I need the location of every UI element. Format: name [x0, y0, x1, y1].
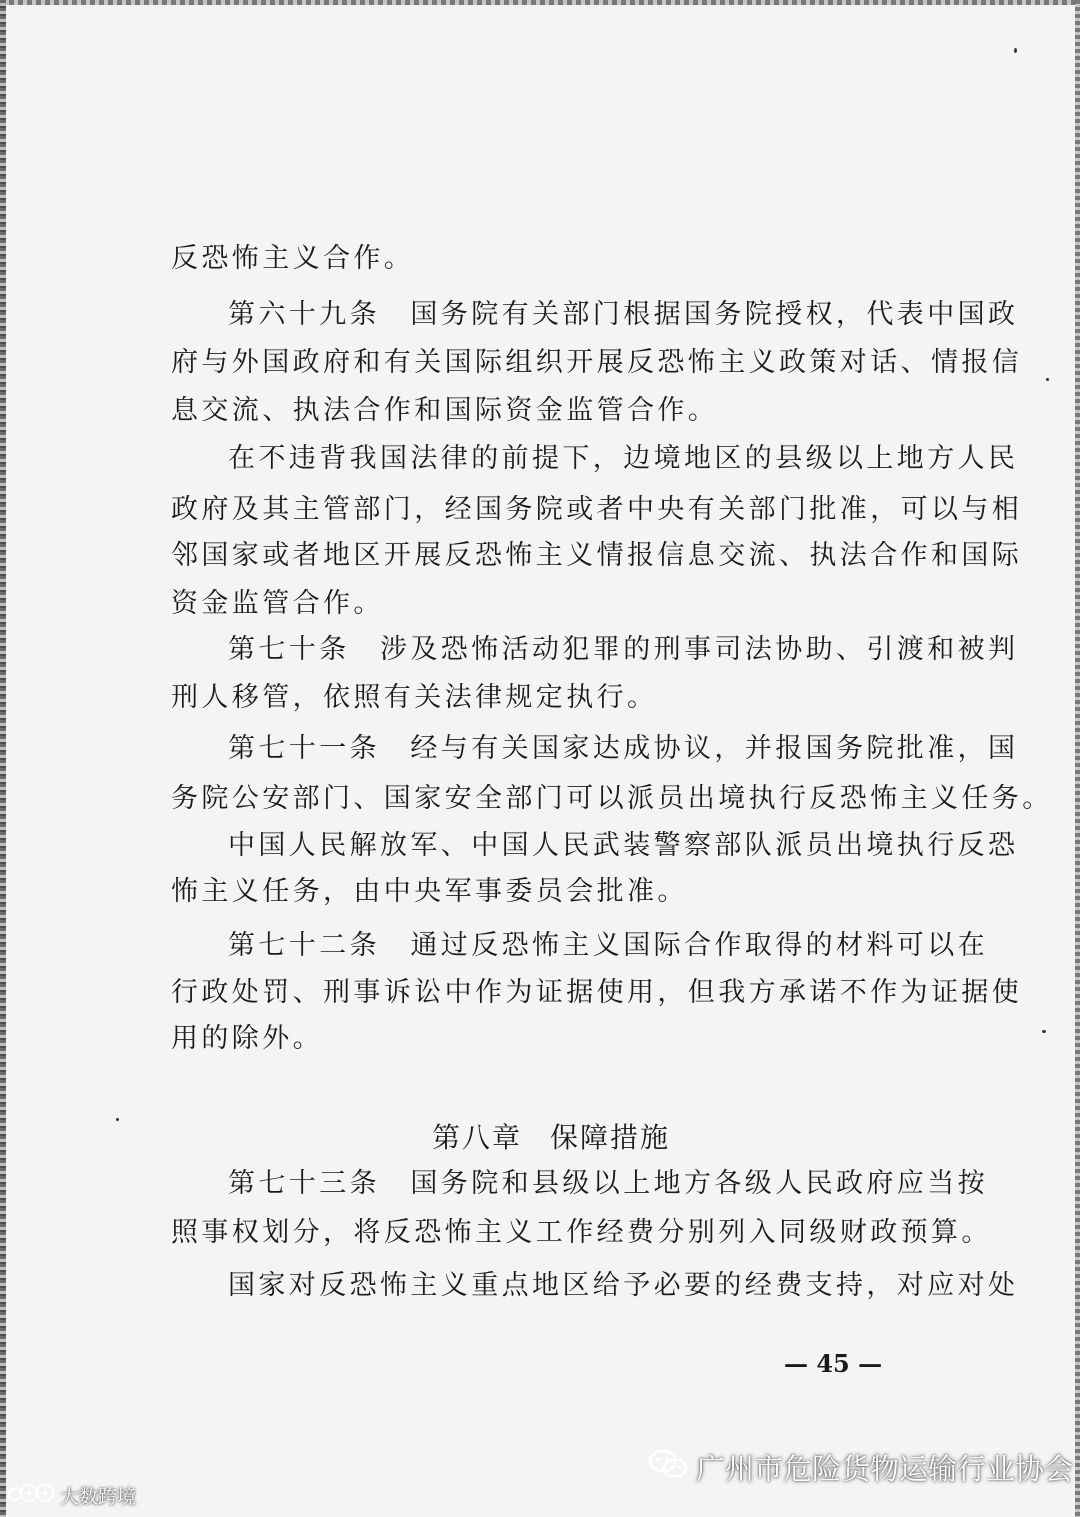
text-line: 第六十九条 国务院有关部门根据国务院授权，代表中国政 [228, 299, 1019, 330]
text-line: 息交流、执法合作和国际资金监管合作。 [171, 395, 719, 426]
text-line: 在不违背我国法律的前提下，边境地区的县级以上地方人民 [228, 443, 1019, 474]
chapter-title: 保障措施 [550, 1121, 671, 1154]
text-line: 刑人移管，依照有关法律规定执行。 [171, 682, 658, 713]
scan-edge-right [1075, 0, 1080, 1517]
text-line: 照事权划分，将反恐怖主义工作经费分别列入同级财政预算。 [171, 1217, 992, 1248]
watermark-right-text: 广州市危险货物运输行业协会 [696, 1452, 1074, 1486]
page-number: — 45 — [784, 1349, 883, 1378]
watermark-left [8, 1481, 136, 1510]
text-line: 府与外国政府和有关国际组织开展反恐怖主义政策对话、情报信 [171, 347, 1023, 378]
scan-speck [1042, 1030, 1046, 1033]
scan-edge-left [0, 0, 6, 1517]
scan-speck [1046, 378, 1049, 381]
text-line: 反恐怖主义合作。 [171, 243, 415, 274]
text-line: 第七十二条 通过反恐怖主义国际合作取得的材料可以在 [228, 930, 988, 961]
chapter-number: 第八章 [432, 1121, 523, 1154]
text-line: 中国人民解放军、中国人民武装警察部队派员出境执行反恐 [228, 830, 1019, 861]
scan-edge-top [0, 0, 1080, 5]
wechat-icon [648, 1448, 688, 1487]
watermark-left-text: 大数跨境 [60, 1486, 137, 1508]
text-line: 政府及其主管部门，经国务院或者中央有关部门批准，可以与相 [171, 494, 1023, 525]
watermark-right [648, 1447, 1073, 1488]
text-line: 邻国家或者地区开展反恐怖主义情报信息交流、执法合作和国际 [171, 540, 1023, 571]
text-line: 用的除外。 [171, 1023, 323, 1054]
text-line: 行政处罚、刑事诉讼中作为证据使用，但我方承诺不作为证据使 [171, 977, 1023, 1008]
scan-speck [116, 1118, 119, 1121]
text-line: 务院公安部门、国家安全部门可以派员出境执行反恐怖主义任务。 [171, 783, 1053, 814]
weibo-icon [8, 1481, 56, 1510]
text-line: 怖主义任务，由中央军事委员会批准。 [171, 876, 688, 907]
text-line: 国家对反恐怖主义重点地区给予必要的经费支持，对应对处 [228, 1270, 1019, 1301]
text-line: 第七十三条 国务院和县级以上地方各级人民政府应当按 [228, 1168, 988, 1199]
text-line: 第七十一条 经与有关国家达成协议，并报国务院批准，国 [228, 733, 1019, 764]
chapter-heading [432, 1120, 670, 1156]
text-line: 第七十条 涉及恐怖活动犯罪的刑事司法协助、引渡和被判 [228, 634, 1019, 665]
text-line: 资金监管合作。 [171, 588, 384, 619]
scan-speck [1014, 48, 1017, 53]
